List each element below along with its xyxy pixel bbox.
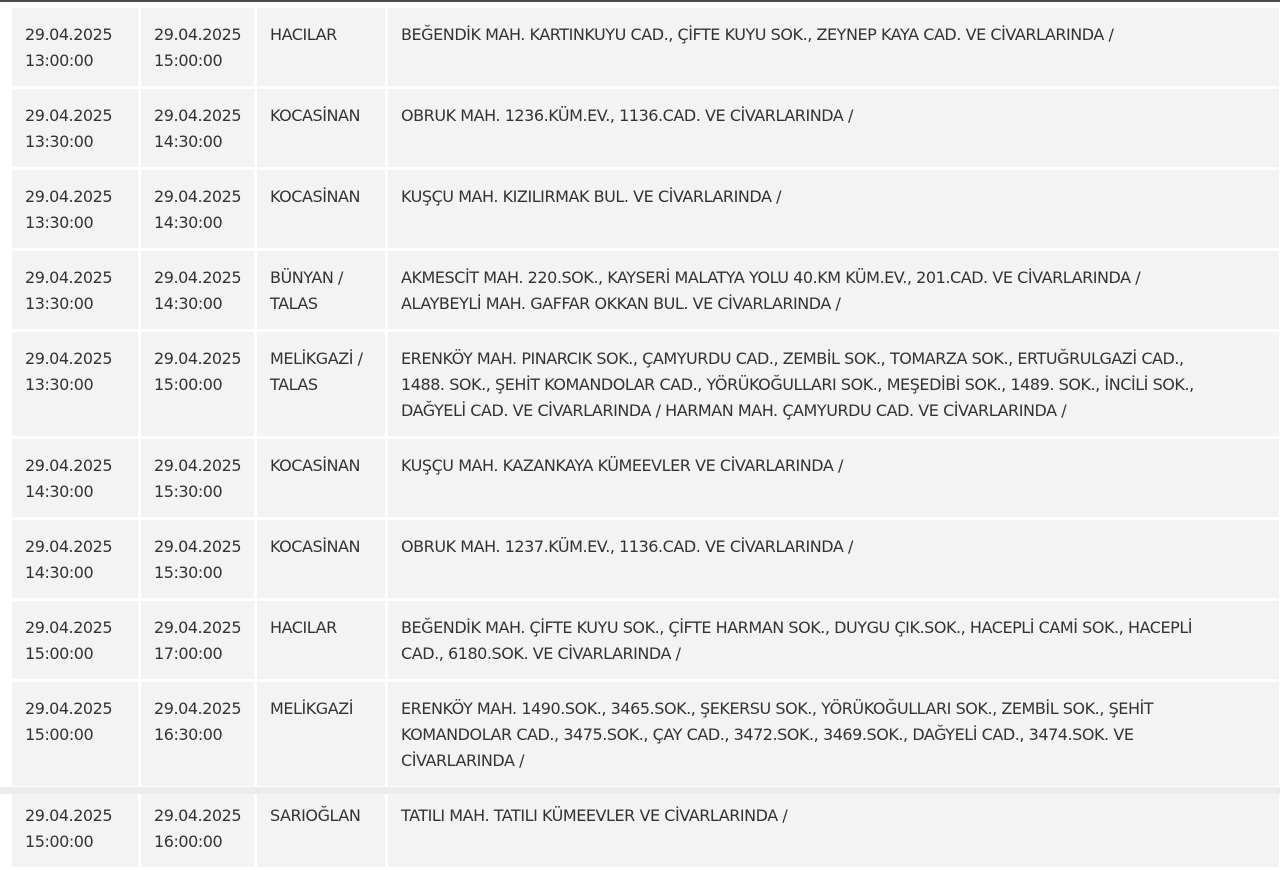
start-datetime-cell xyxy=(12,601,138,679)
start-datetime-cell-line: 13:30:00 xyxy=(25,213,94,232)
start-datetime-cell xyxy=(12,89,138,167)
affected-areas-cell xyxy=(388,439,1279,517)
end-datetime-cell-line: 16:00:00 xyxy=(154,832,223,851)
affected-areas-cell-line: CİVARLARINDA / xyxy=(401,751,525,770)
start-datetime-cell-line: 29.04.2025 xyxy=(25,349,113,368)
end-datetime-cell xyxy=(141,89,254,167)
end-datetime-cell-line: 29.04.2025 xyxy=(154,268,242,287)
district-cell-line: HACILAR xyxy=(270,25,337,44)
end-datetime-cell-line: 17:00:00 xyxy=(154,644,223,663)
start-datetime-cell-line: 13:30:00 xyxy=(25,132,94,151)
end-datetime-cell xyxy=(141,8,254,86)
start-datetime-cell-line: 29.04.2025 xyxy=(25,618,113,637)
start-datetime-cell-line: 29.04.2025 xyxy=(25,456,113,475)
affected-areas-cell-line: BEĞENDİK MAH. KARTINKUYU CAD., ÇİFTE KUYU SOK., ZEYNEP KAYA CAD. VE CİVARLARINDA / xyxy=(401,25,1114,44)
end-datetime-cell-line: 29.04.2025 xyxy=(154,618,242,637)
district-cell-line: MELİKGAZİ xyxy=(270,699,354,718)
affected-areas-cell-line: ERENKÖY MAH. PINARCIK SOK., ÇAMYURDU CAD., ZEMBİL SOK., TOMARZA SOK., ERTUĞRULGAZİ CAD., xyxy=(401,349,1184,368)
district-cell xyxy=(257,601,385,679)
end-datetime-cell xyxy=(141,439,254,517)
table-row xyxy=(12,439,1279,517)
start-datetime-cell-line: 29.04.2025 xyxy=(25,268,113,287)
district-cell xyxy=(257,8,385,86)
affected-areas-cell-line: 1488. SOK., ŞEHİT KOMANDOLAR CAD., YÖRÜKOĞULLARI SOK., MEŞEDİBİ SOK., 1489. SOK., İNCİLİ SOK., xyxy=(401,375,1194,394)
table-row xyxy=(12,170,1279,248)
district-cell-line: TALAS xyxy=(270,294,318,313)
end-datetime-cell xyxy=(141,520,254,598)
start-datetime-cell-line: 29.04.2025 xyxy=(25,537,113,556)
affected-areas-cell-line: CAD., 6180.SOK. VE CİVARLARINDA / xyxy=(401,644,681,663)
affected-areas-cell-line: OBRUK MAH. 1236.KÜM.EV., 1136.CAD. VE CİVARLARINDA / xyxy=(401,106,853,125)
start-datetime-cell-line: 15:00:00 xyxy=(25,644,94,663)
end-datetime-cell xyxy=(141,170,254,248)
start-datetime-cell-line: 29.04.2025 xyxy=(25,806,113,825)
end-datetime-cell-line: 29.04.2025 xyxy=(154,349,242,368)
district-cell-line: MELİKGAZİ / xyxy=(270,349,363,368)
end-datetime-cell-line: 14:30:00 xyxy=(154,132,223,151)
affected-areas-cell-line: OBRUK MAH. 1237.KÜM.EV., 1136.CAD. VE CİVARLARINDA / xyxy=(401,537,853,556)
district-cell-line: KOCASİNAN xyxy=(270,187,361,206)
start-datetime-cell-line: 13:30:00 xyxy=(25,375,94,394)
district-cell-line: KOCASİNAN xyxy=(270,456,361,475)
start-datetime-cell-line: 15:00:00 xyxy=(25,832,94,851)
end-datetime-cell-line: 29.04.2025 xyxy=(154,106,242,125)
start-datetime-cell-line: 14:30:00 xyxy=(25,482,94,501)
affected-areas-cell xyxy=(388,682,1279,786)
table-row xyxy=(12,682,1279,786)
start-datetime-cell-line: 13:00:00 xyxy=(25,51,94,70)
table-row xyxy=(12,251,1279,329)
affected-areas-cell xyxy=(388,251,1279,329)
start-datetime-cell xyxy=(12,332,138,436)
start-datetime-cell-line: 14:30:00 xyxy=(25,563,94,582)
table-row xyxy=(12,89,1279,167)
end-datetime-cell-line: 29.04.2025 xyxy=(154,537,242,556)
end-datetime-cell xyxy=(141,682,254,786)
district-cell-line: KOCASİNAN xyxy=(270,537,361,556)
start-datetime-cell xyxy=(12,520,138,598)
end-datetime-cell-line: 15:30:00 xyxy=(154,563,223,582)
top-divider xyxy=(0,0,1280,2)
district-cell-line: TALAS xyxy=(270,375,318,394)
district-cell xyxy=(257,170,385,248)
start-datetime-cell xyxy=(12,170,138,248)
end-datetime-cell xyxy=(141,332,254,436)
affected-areas-cell-line: DAĞYELİ CAD. VE CİVARLARINDA / HARMAN MAH. ÇAMYURDU CAD. VE CİVARLARINDA / xyxy=(401,401,1067,420)
affected-areas-cell xyxy=(388,789,1279,867)
start-datetime-cell-line: 29.04.2025 xyxy=(25,187,113,206)
affected-areas-cell-line: KOMANDOLAR CAD., 3475.SOK., ÇAY CAD., 3472.SOK., 3469.SOK., DAĞYELİ CAD., 3474.SOK. VE xyxy=(401,725,1134,744)
end-datetime-cell-line: 16:30:00 xyxy=(154,725,223,744)
outage-table-body xyxy=(12,8,1279,867)
start-datetime-cell xyxy=(12,682,138,786)
table-row xyxy=(12,520,1279,598)
end-datetime-cell-line: 14:30:00 xyxy=(154,294,223,313)
horizontal-scrollbar[interactable] xyxy=(0,787,1280,794)
table-row xyxy=(12,789,1279,867)
start-datetime-cell xyxy=(12,8,138,86)
end-datetime-cell-line: 29.04.2025 xyxy=(154,456,242,475)
end-datetime-cell-line: 29.04.2025 xyxy=(154,187,242,206)
affected-areas-cell xyxy=(388,170,1279,248)
table-row xyxy=(12,332,1279,436)
start-datetime-cell-line: 13:30:00 xyxy=(25,294,94,313)
end-datetime-cell-line: 15:30:00 xyxy=(154,482,223,501)
affected-areas-cell xyxy=(388,89,1279,167)
affected-areas-cell xyxy=(388,8,1279,86)
district-cell-line: SARIOĞLAN xyxy=(270,806,361,825)
district-cell xyxy=(257,251,385,329)
end-datetime-cell-line: 15:00:00 xyxy=(154,375,223,394)
affected-areas-cell xyxy=(388,520,1279,598)
affected-areas-cell-line: ERENKÖY MAH. 1490.SOK., 3465.SOK., ŞEKERSU SOK., YÖRÜKOĞULLARI SOK., ZEMBİL SOK., ŞEHİT xyxy=(401,699,1154,718)
start-datetime-cell xyxy=(12,439,138,517)
end-datetime-cell-line: 29.04.2025 xyxy=(154,806,242,825)
district-cell xyxy=(257,332,385,436)
end-datetime-cell xyxy=(141,601,254,679)
district-cell xyxy=(257,439,385,517)
affected-areas-cell-line: BEĞENDİK MAH. ÇİFTE KUYU SOK., ÇİFTE HARMAN SOK., DUYGU ÇIK.SOK., HACEPLİ CAMİ SOK., HACEPLİ xyxy=(401,618,1193,637)
end-datetime-cell-line: 29.04.2025 xyxy=(154,699,242,718)
affected-areas-cell xyxy=(388,332,1279,436)
affected-areas-cell-line: KUŞÇU MAH. KAZANKAYA KÜMEEVLER VE CİVARLARINDA / xyxy=(401,456,843,475)
start-datetime-cell-line: 29.04.2025 xyxy=(25,106,113,125)
outage-table xyxy=(9,5,1282,870)
affected-areas-cell-line: AKMESCİT MAH. 220.SOK., KAYSERİ MALATYA YOLU 40.KM KÜM.EV., 201.CAD. VE CİVARLARINDA / xyxy=(401,268,1141,287)
start-datetime-cell-line: 29.04.2025 xyxy=(25,25,113,44)
district-cell xyxy=(257,520,385,598)
end-datetime-cell xyxy=(141,251,254,329)
district-cell xyxy=(257,89,385,167)
start-datetime-cell xyxy=(12,789,138,867)
end-datetime-cell-line: 29.04.2025 xyxy=(154,25,242,44)
end-datetime-cell-line: 14:30:00 xyxy=(154,213,223,232)
district-cell xyxy=(257,682,385,786)
start-datetime-cell-line: 15:00:00 xyxy=(25,725,94,744)
table-row xyxy=(12,601,1279,679)
district-cell-line: BÜNYAN / xyxy=(270,268,343,287)
start-datetime-cell xyxy=(12,251,138,329)
start-datetime-cell-line: 29.04.2025 xyxy=(25,699,113,718)
affected-areas-cell-line: KUŞÇU MAH. KIZILIRMAK BUL. VE CİVARLARINDA / xyxy=(401,187,782,206)
district-cell-line: KOCASİNAN xyxy=(270,106,361,125)
affected-areas-cell-line: TATILI MAH. TATILI KÜMEEVLER VE CİVARLARINDA / xyxy=(401,806,788,825)
end-datetime-cell-line: 15:00:00 xyxy=(154,51,223,70)
district-cell xyxy=(257,789,385,867)
end-datetime-cell xyxy=(141,789,254,867)
table-row xyxy=(12,8,1279,86)
affected-areas-cell-line: ALAYBEYLİ MAH. GAFFAR OKKAN BUL. VE CİVARLARINDA / xyxy=(401,294,841,313)
affected-areas-cell xyxy=(388,601,1279,679)
district-cell-line: HACILAR xyxy=(270,618,337,637)
